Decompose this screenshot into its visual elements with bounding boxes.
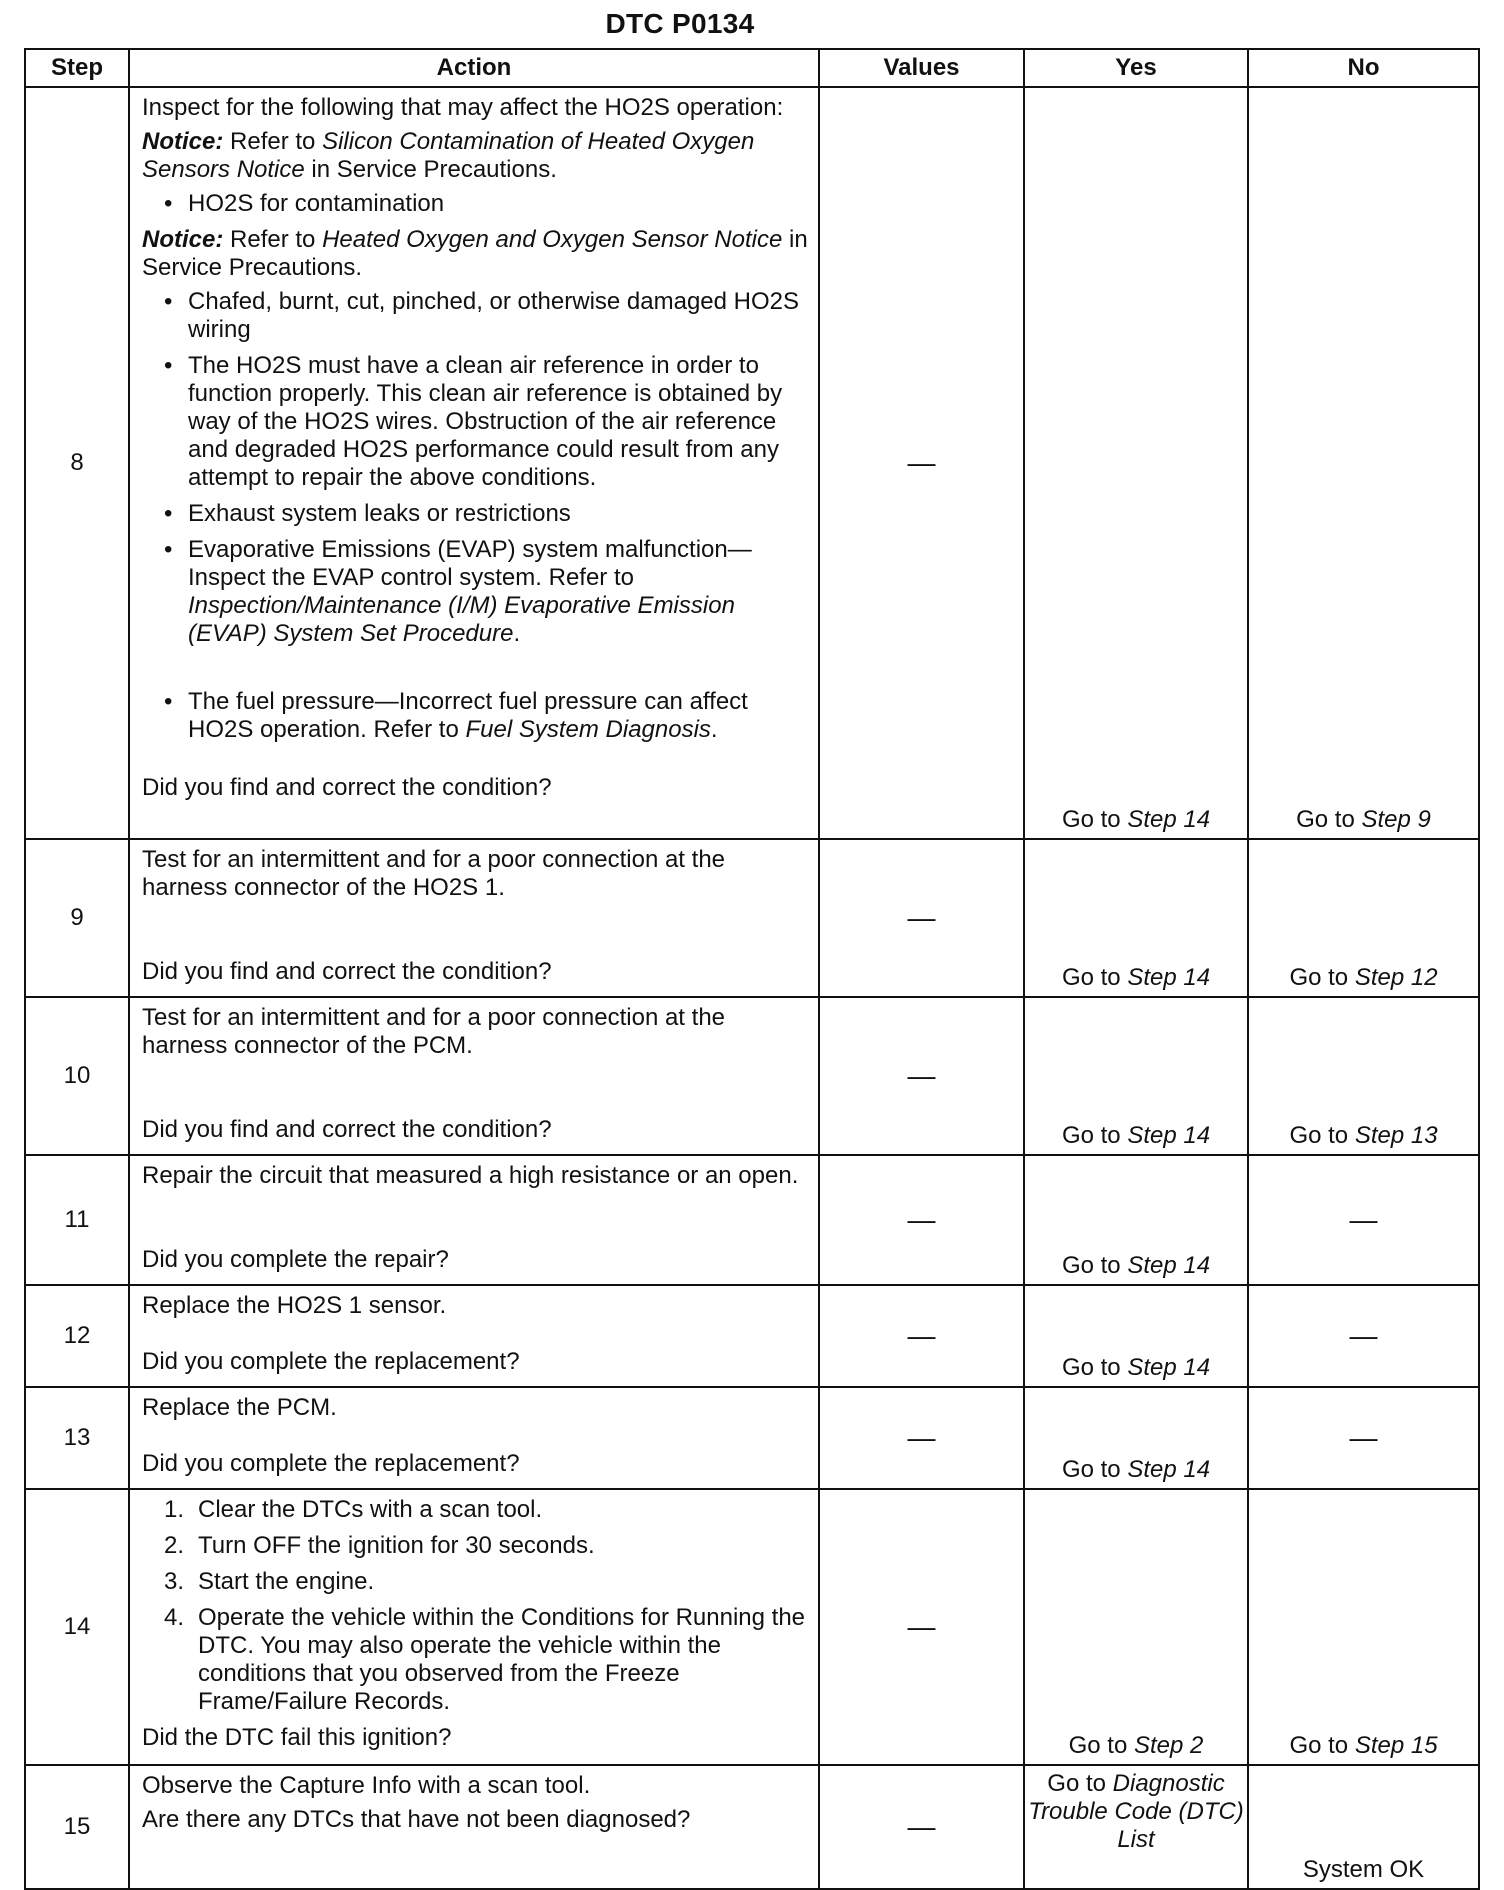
table-row-step-8 (25, 87, 1479, 839)
list-item: • Evaporative Emissions (EVAP) system malfunction—Inspect the EVAP control system. Refer to Inspection/Maintenance (I/M) Evaporative Emission (EVAP) System Set Procedure. (164, 536, 810, 648)
step-number: 13 (25, 1387, 129, 1489)
table-row-step-12 (25, 1285, 1479, 1387)
bullet-list (142, 190, 810, 218)
yes-cell: Go to Step 2 (1024, 1489, 1248, 1765)
step-number: 12 (25, 1285, 129, 1387)
no-cell: — (1248, 1387, 1479, 1489)
values-cell: — (819, 1489, 1024, 1765)
action-cell (129, 997, 819, 1155)
values-cell: — (819, 1155, 1024, 1285)
yes-cell: Go to Step 14 (1024, 997, 1248, 1155)
action-text: Observe the Capture Info with a scan tool. (142, 1772, 591, 1799)
list-item: 3. Start the engine. (164, 1568, 375, 1595)
table-row-step-11 (25, 1155, 1479, 1285)
values-cell: — (819, 839, 1024, 997)
values-cell: — (819, 1765, 1024, 1889)
action-cell (129, 87, 819, 839)
action-question: Did you find and correct the condition? (142, 1116, 552, 1143)
action-question: Did you complete the replacement? (142, 1348, 520, 1375)
action-cell (129, 1489, 819, 1765)
table-row-step-14 (25, 1489, 1479, 1765)
action-question: Did you find and correct the condition? (142, 958, 552, 985)
action-intro: Inspect for the following that may affect the HO2S operation: (142, 94, 784, 121)
action-cell (129, 1155, 819, 1285)
bullet-list (142, 288, 810, 744)
numbered-list (142, 1496, 810, 1716)
yes-cell: Go to Step 14 (1024, 1387, 1248, 1489)
no-cell: Go to Step 13 (1248, 997, 1479, 1155)
list-item: • Exhaust system leaks or restrictions (164, 500, 810, 528)
yes-cell: Go to Step 14 (1024, 839, 1248, 997)
yes-cell: Go to Step 14 (1024, 1155, 1248, 1285)
list-item: • The HO2S must have a clean air reference in order to function properly. This clean air reference is obtained by way of the HO2S wires. Obstruction of the air reference and degraded HO2S performance could result from any attempt to repair the above conditions. (164, 352, 810, 492)
step-number: 8 (25, 87, 129, 839)
header-action: Action (129, 49, 819, 87)
values-cell: — (819, 87, 1024, 839)
list-item: • Chafed, burnt, cut, pinched, or otherwise damaged HO2S wiring (164, 288, 810, 344)
notice: Notice: Refer to Heated Oxygen and Oxygen Sensor Notice in Service Precautions. (142, 226, 808, 281)
action-text: Replace the HO2S 1 sensor. (142, 1292, 447, 1319)
action-question: Did the DTC fail this ignition? (142, 1724, 452, 1751)
values-cell: — (819, 1387, 1024, 1489)
list-item: • HO2S for contamination (164, 190, 810, 218)
dtc-table (24, 48, 1480, 1890)
step-number: 9 (25, 839, 129, 997)
no-cell: System OK (1248, 1765, 1479, 1889)
table-row-step-9 (25, 839, 1479, 997)
no-cell: Go to Step 15 (1248, 1489, 1479, 1765)
list-item: 4. Operate the vehicle within the Conditions for Running the DTC. You may also operate the vehicle within the conditions that you observed from the Freeze Frame/Failure Records. (164, 1604, 806, 1715)
values-cell: — (819, 997, 1024, 1155)
step-number: 14 (25, 1489, 129, 1765)
yes-cell: Go to Step 14 (1024, 87, 1248, 839)
action-question: Did you complete the repair? (142, 1246, 449, 1273)
list-item: 1. Clear the DTCs with a scan tool. (164, 1496, 543, 1523)
yes-cell: Go to Step 14 (1024, 1285, 1248, 1387)
action-text: Replace the PCM. (142, 1394, 337, 1421)
notice: Notice: Refer to Silicon Contamination of Heated Oxygen Sensors Notice in Service Precautions. (142, 128, 755, 183)
table-row-step-15 (25, 1765, 1479, 1889)
step-number: 15 (25, 1765, 129, 1889)
action-cell (129, 1387, 819, 1489)
action-cell (129, 839, 819, 997)
step-number: 11 (25, 1155, 129, 1285)
table-row-step-10 (25, 997, 1479, 1155)
header-no: No (1248, 49, 1479, 87)
header-step: Step (25, 49, 129, 87)
action-question: Did you find and correct the condition? (142, 774, 552, 801)
values-cell: — (819, 1285, 1024, 1387)
yes-cell: Go to Diagnostic Trouble Code (DTC) List (1024, 1765, 1248, 1889)
page-title: DTC P0134 (605, 8, 755, 39)
list-item: 2. Turn OFF the ignition for 30 seconds. (164, 1532, 595, 1559)
action-text: Test for an intermittent and for a poor connection at the harness connector of the HO2S 1. (142, 846, 726, 901)
list-item: • The fuel pressure—Incorrect fuel pressure can affect HO2S operation. Refer to Fuel System Diagnosis. (164, 688, 810, 744)
action-question: Are there any DTCs that have not been diagnosed? (142, 1806, 691, 1833)
header-yes: Yes (1024, 49, 1248, 87)
no-cell: — (1248, 1285, 1479, 1387)
action-cell (129, 1765, 819, 1889)
header-row (25, 49, 1479, 87)
header-values: Values (819, 49, 1024, 87)
step-number: 10 (25, 997, 129, 1155)
action-question: Did you complete the replacement? (142, 1450, 520, 1477)
no-cell: Go to Step 12 (1248, 839, 1479, 997)
no-cell: — (1248, 1155, 1479, 1285)
action-cell (129, 1285, 819, 1387)
action-text: Repair the circuit that measured a high resistance or an open. (142, 1162, 799, 1189)
no-cell: Go to Step 9 (1248, 87, 1479, 839)
table-row-step-13 (25, 1387, 1479, 1489)
action-text: Test for an intermittent and for a poor connection at the harness connector of the PCM. (142, 1004, 726, 1059)
